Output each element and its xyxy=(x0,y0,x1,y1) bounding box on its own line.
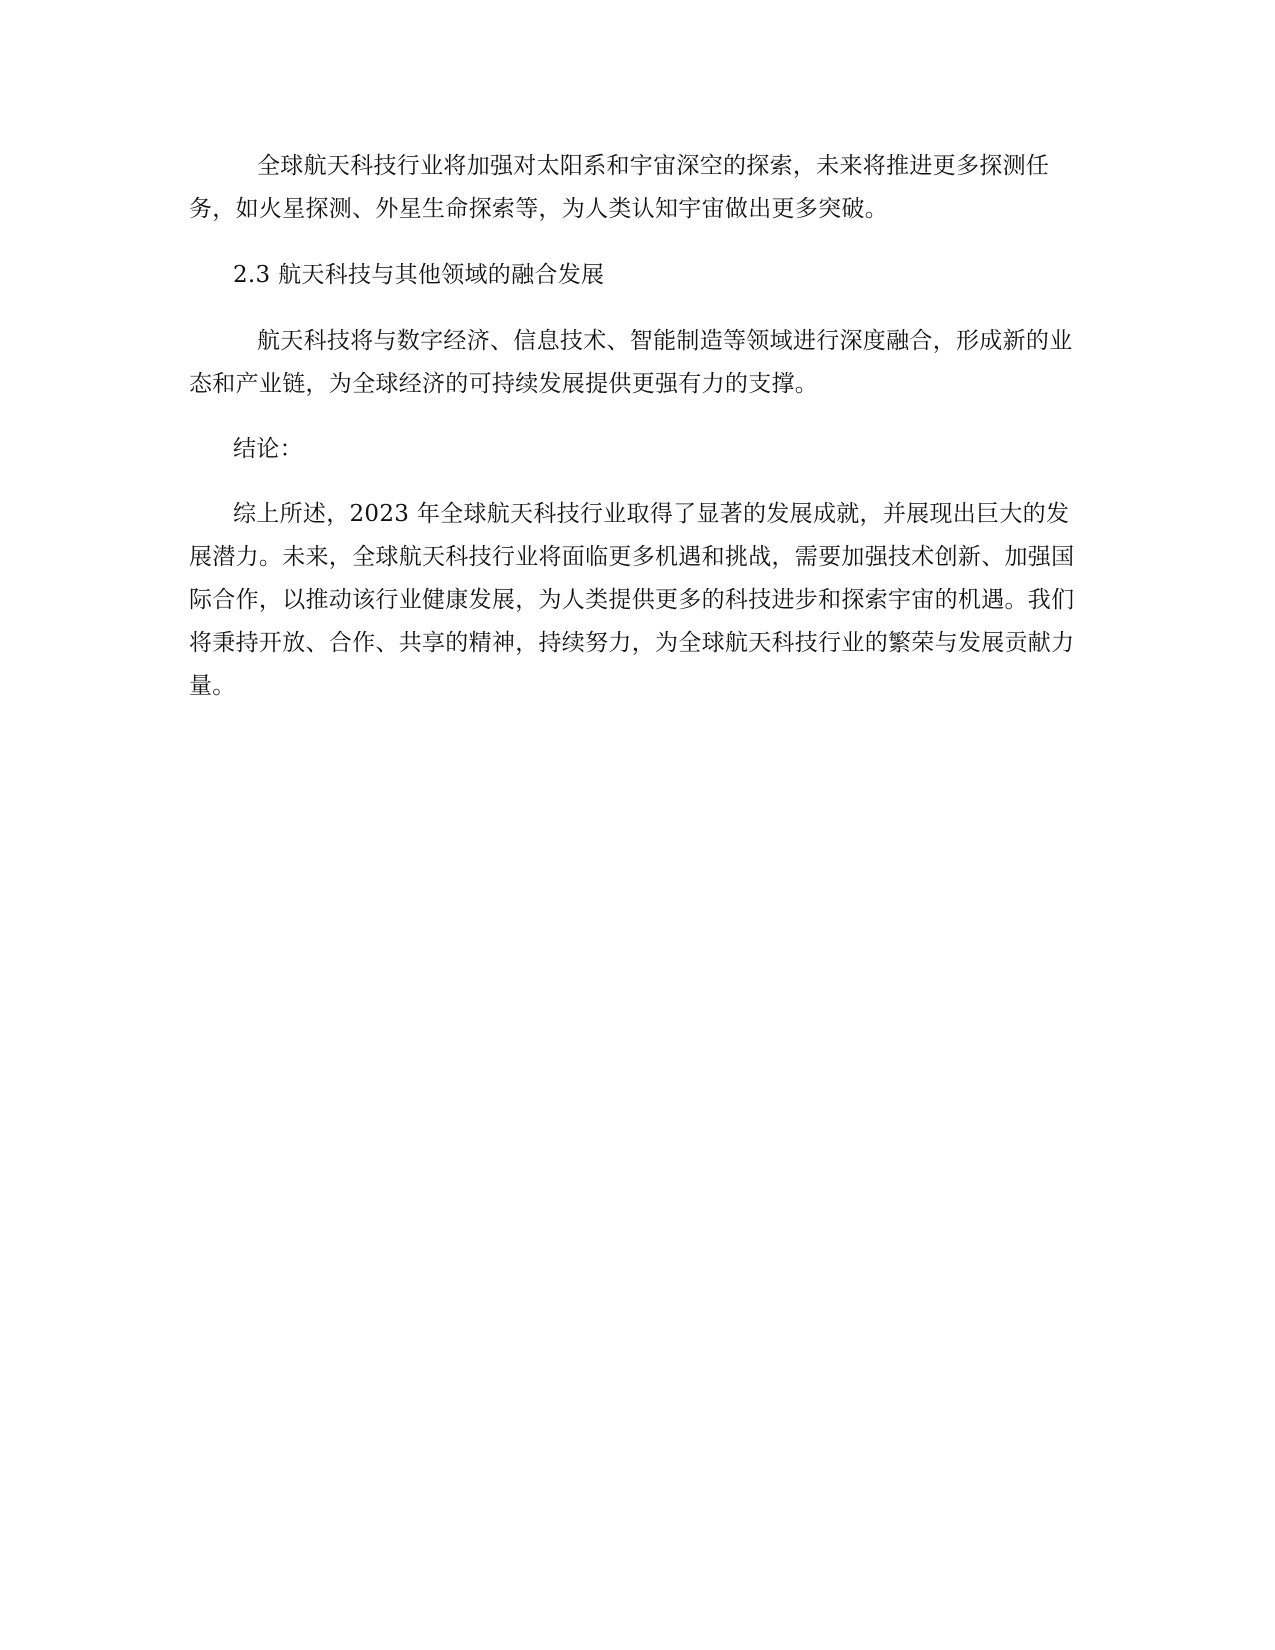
paragraph-spacer xyxy=(189,297,1089,320)
paragraph-cross-field-integration: 航天科技将与数字经济、信息技术、智能制造等领域进行深度融合，形成新的业态和产业链，为全球经济的可持续发展提供更强有力的支撑。 xyxy=(189,328,1073,397)
paragraph-deep-space-exploration: 全球航天科技行业将加强对太阳系和宇宙深空的探索，未来将推进更多探测任务，如火星探测、外星生命探索等，为人类认知宇宙做出更多突破。 xyxy=(189,153,1050,222)
section-heading-2-3: 2.3 航天科技与其他领域的融合发展 xyxy=(233,262,605,288)
paragraph-spacer xyxy=(189,471,1089,493)
paragraph-conclusion: 综上所述，2023 年全球航天科技行业取得了显著的发展成就，并展现出巨大的发展潜力。未来，全球航天科技行业将面临更多机遇和挑战，需要加强技术创新、加强国际合作，以推动该行业健康发展，为人类提供更多的科技进步和探索宇宙的机遇。我们将秉持开放、合作、共享的精神，持续努力，为全球航天科技行业的繁荣与发展贡献力量。 xyxy=(189,501,1075,699)
conclusion-heading: 结论： xyxy=(233,436,303,462)
document-body xyxy=(189,145,1089,708)
paragraph-spacer xyxy=(189,406,1089,428)
paragraph-spacer xyxy=(189,231,1089,254)
